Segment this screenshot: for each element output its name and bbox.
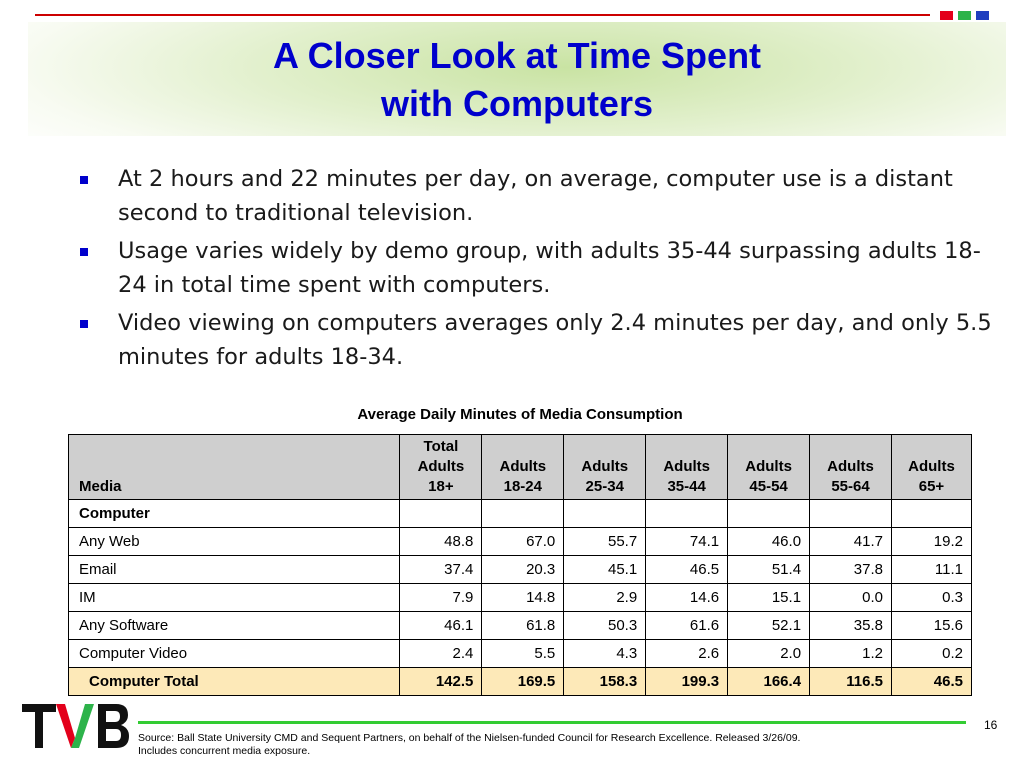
- table-title: Average Daily Minutes of Media Consumption: [357, 406, 683, 423]
- cell: 0.0: [810, 584, 892, 612]
- table-row: [69, 612, 972, 640]
- cell: 37.8: [810, 556, 892, 584]
- cell: 48.8: [400, 528, 482, 556]
- title-line-2: with Computers: [380, 83, 653, 124]
- cell: 51.4: [728, 556, 810, 584]
- cell: 46.1: [400, 612, 482, 640]
- bullet-item: [78, 162, 998, 230]
- title-line-1: A Closer Look at Time Spent: [272, 35, 762, 76]
- cell: 19.2: [891, 528, 971, 556]
- bottom-green-rule: [138, 721, 966, 724]
- header-adults-45-54: Adults 45-54: [728, 435, 810, 500]
- total-cell: 166.4: [728, 668, 810, 696]
- section-label: Computer: [69, 500, 400, 528]
- table-row: [69, 640, 972, 668]
- cell: 61.8: [482, 612, 564, 640]
- cell: 37.4: [400, 556, 482, 584]
- header-adults-65plus: Adults 65+: [891, 435, 971, 500]
- table-total-row: [69, 668, 972, 696]
- source-note: [138, 732, 998, 758]
- total-cell: 46.5: [891, 668, 971, 696]
- row-label: Email: [69, 556, 400, 584]
- cell: 50.3: [564, 612, 646, 640]
- total-cell: 158.3: [564, 668, 646, 696]
- row-label: Any Web: [69, 528, 400, 556]
- table-row: [69, 584, 972, 612]
- cell: 74.1: [646, 528, 728, 556]
- total-cell: 199.3: [646, 668, 728, 696]
- cell: 55.7: [564, 528, 646, 556]
- row-label: Any Software: [69, 612, 400, 640]
- cell: 67.0: [482, 528, 564, 556]
- total-cell: 169.5: [482, 668, 564, 696]
- bullet-list: [78, 162, 998, 378]
- header-adults-18-24: Adults 18-24: [482, 435, 564, 500]
- header-adults-25-34: Adults 25-34: [564, 435, 646, 500]
- table-row: [69, 528, 972, 556]
- header-adults-35-44: Adults 35-44: [646, 435, 728, 500]
- bullet-square-icon: [80, 320, 88, 328]
- tvb-logo: [20, 702, 130, 750]
- cell: 2.9: [564, 584, 646, 612]
- header-total-18plus: Total Adults 18+: [400, 435, 482, 500]
- bullet-text: Usage varies widely by demo group, with adults 35-44 surpassing adults 18-24 in total time spent with computers.: [118, 238, 981, 298]
- top-red-rule: [35, 14, 930, 16]
- bullet-square-icon: [80, 176, 88, 184]
- bullet-text: Video viewing on computers averages only 2.4 minutes per day, and only 5.5 minutes for adults 18-34.: [118, 310, 992, 370]
- bullet-item: [78, 306, 998, 374]
- cell: 35.8: [810, 612, 892, 640]
- cell: 45.1: [564, 556, 646, 584]
- green-square-icon: [958, 11, 971, 20]
- cell: 46.0: [728, 528, 810, 556]
- total-cell: 142.5: [400, 668, 482, 696]
- cell: 41.7: [810, 528, 892, 556]
- cell: 2.0: [728, 640, 810, 668]
- cell: 15.1: [728, 584, 810, 612]
- header-adults-55-64: Adults 55-64: [810, 435, 892, 500]
- source-line-1: Source: Ball State University CMD and Sequent Partners, on behalf of the Nielsen-funded Council for Research Excellence. Released 3/26/09.: [138, 732, 801, 744]
- slide-title: [28, 32, 1006, 128]
- row-label: Computer Video: [69, 640, 400, 668]
- cell: 11.1: [891, 556, 971, 584]
- red-square-icon: [940, 11, 953, 20]
- bullet-text: At 2 hours and 22 minutes per day, on average, computer use is a distant second to traditional television.: [118, 166, 953, 226]
- source-line-2: Includes concurrent media exposure.: [138, 745, 311, 757]
- table-row: [69, 556, 972, 584]
- cell: 15.6: [891, 612, 971, 640]
- cell: 1.2: [810, 640, 892, 668]
- media-consumption-table: [68, 434, 972, 696]
- cell: 7.9: [400, 584, 482, 612]
- cell: 14.8: [482, 584, 564, 612]
- cell: 2.4: [400, 640, 482, 668]
- cell: 46.5: [646, 556, 728, 584]
- cell: 5.5: [482, 640, 564, 668]
- cell: 0.2: [891, 640, 971, 668]
- cell: 14.6: [646, 584, 728, 612]
- blue-square-icon: [976, 11, 989, 20]
- cell: 4.3: [564, 640, 646, 668]
- cell: 52.1: [728, 612, 810, 640]
- cell: 61.6: [646, 612, 728, 640]
- row-label: IM: [69, 584, 400, 612]
- bullet-square-icon: [80, 248, 88, 256]
- table-header-row: [69, 435, 972, 500]
- total-label: Computer Total: [69, 668, 400, 696]
- table-section-row: [69, 500, 972, 528]
- page-number: 16: [984, 718, 998, 732]
- cell: 0.3: [891, 584, 971, 612]
- cell: 2.6: [646, 640, 728, 668]
- bullet-item: [78, 234, 998, 302]
- cell: 20.3: [482, 556, 564, 584]
- total-cell: 116.5: [810, 668, 892, 696]
- header-media: Media: [69, 435, 400, 500]
